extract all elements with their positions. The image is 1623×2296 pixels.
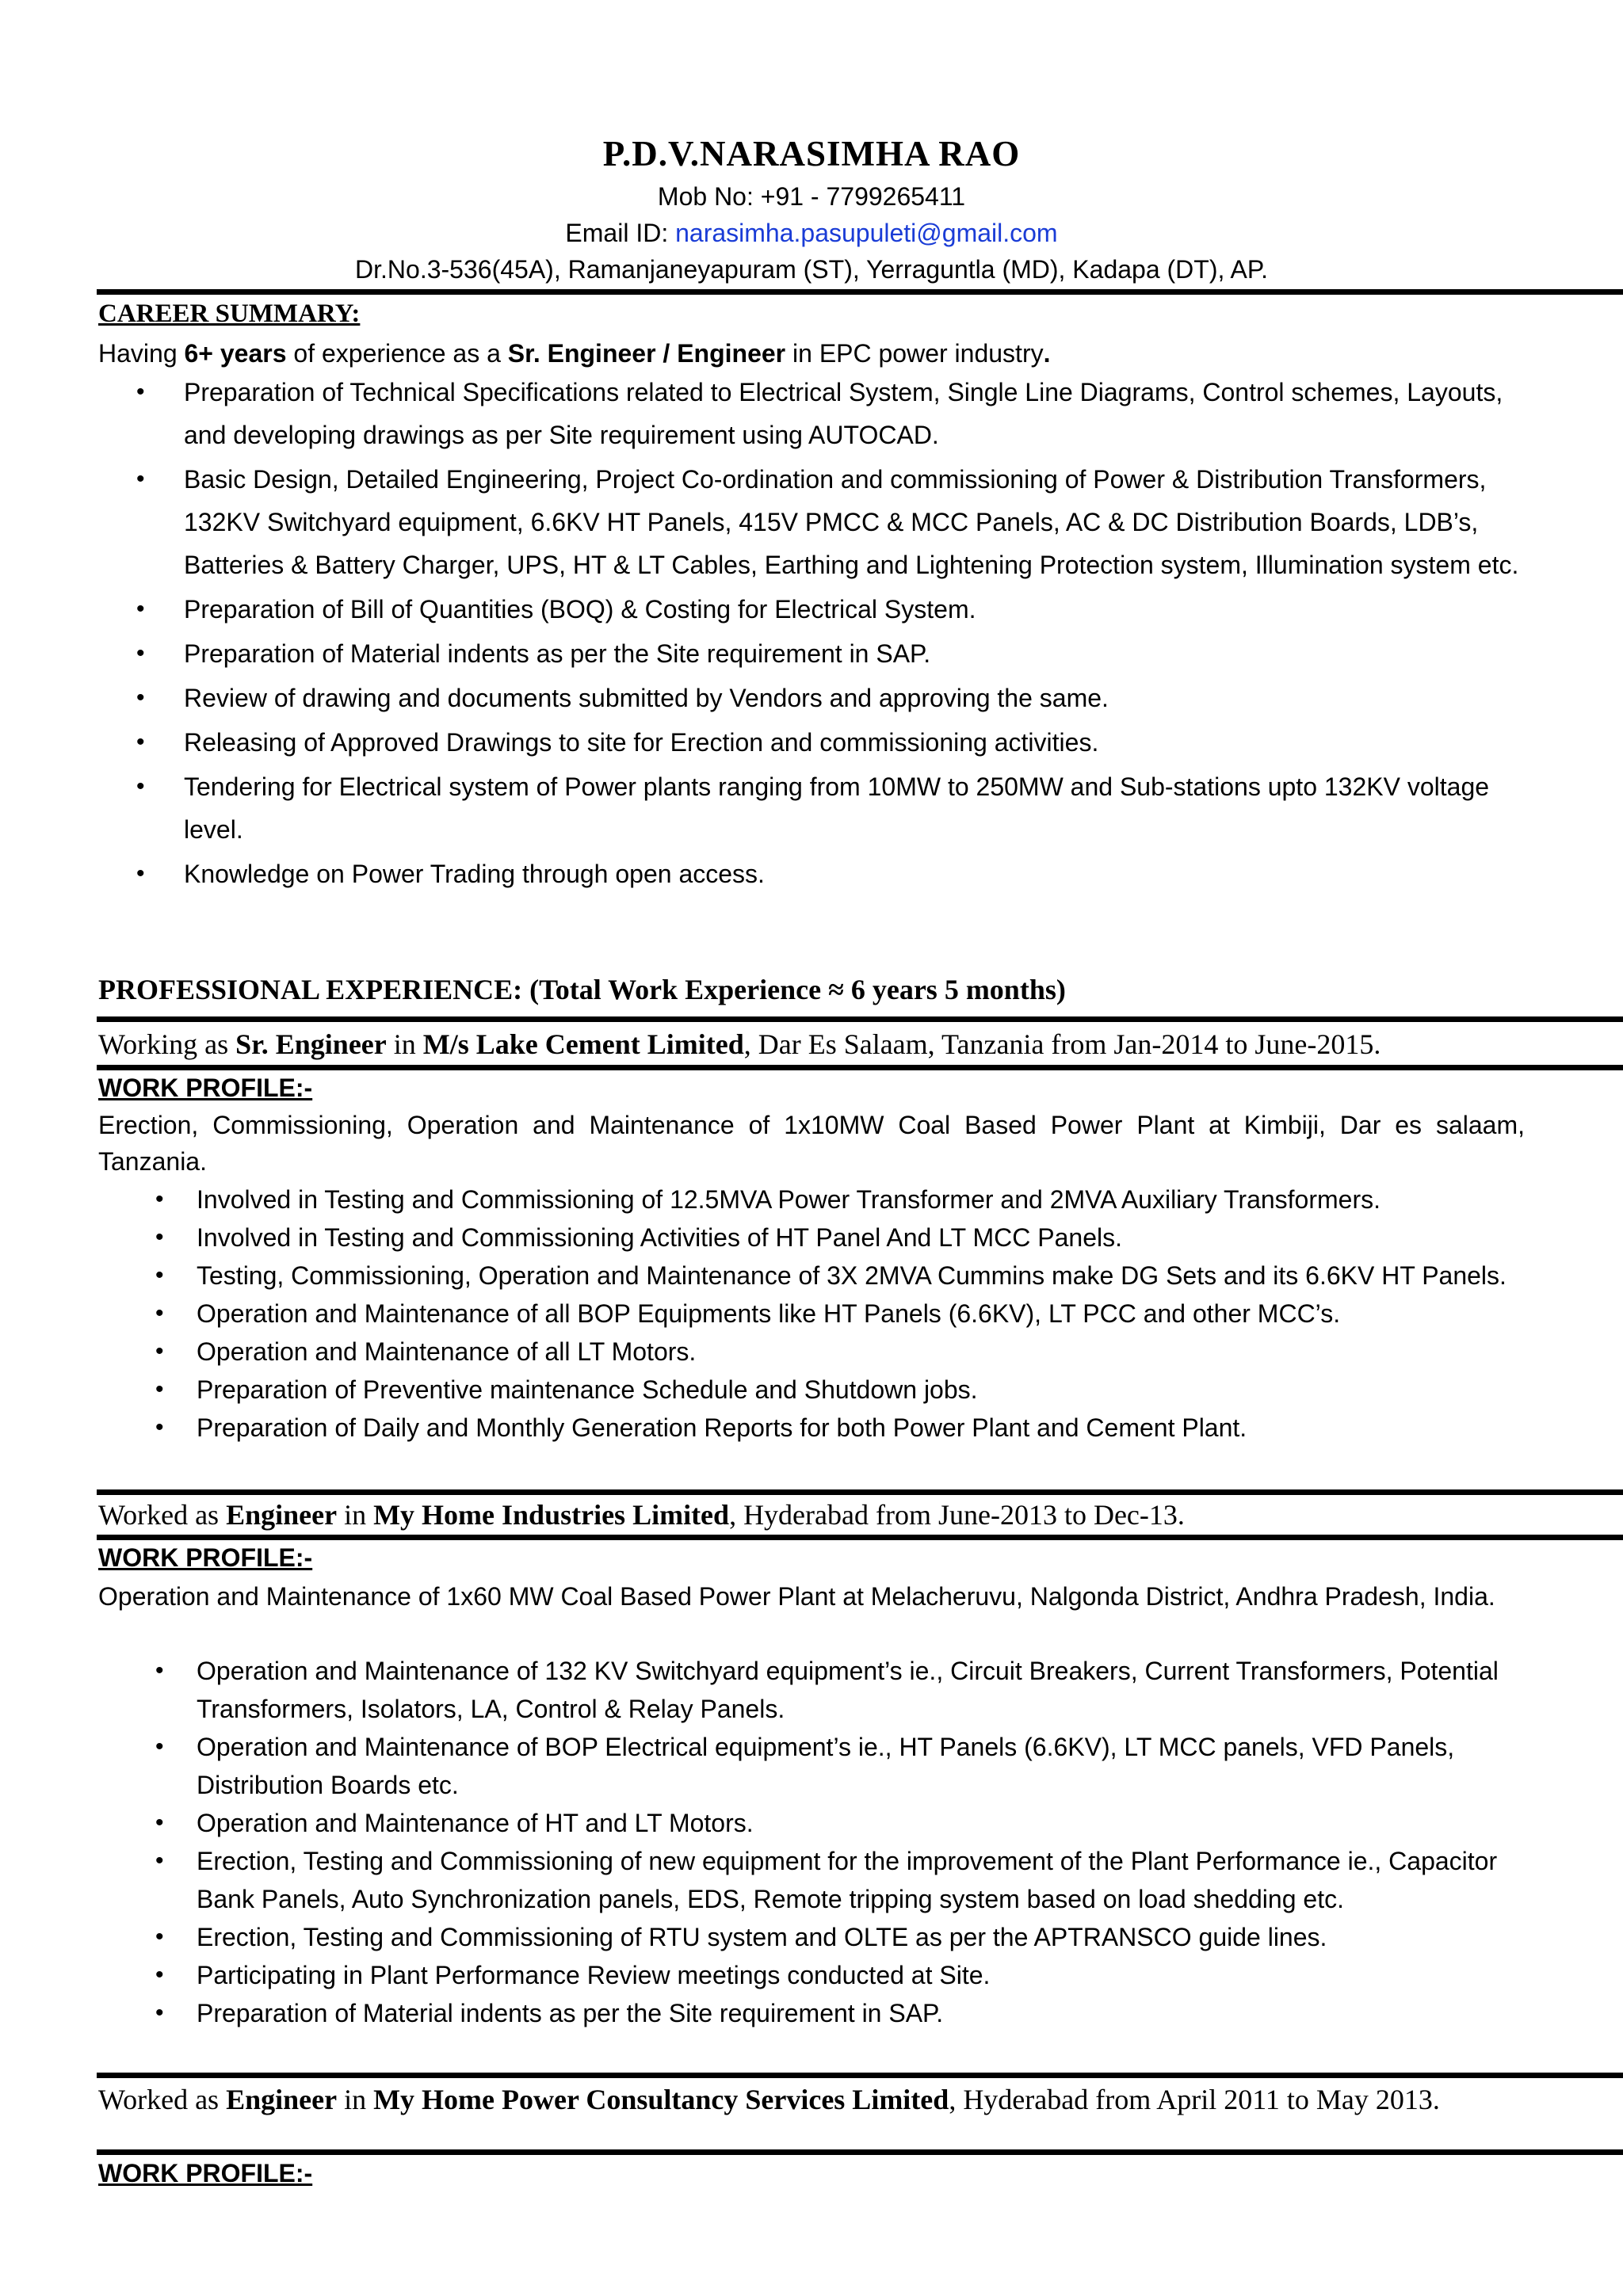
job-text: Working as [98,1028,236,1060]
divider [97,289,1623,295]
bullet-icon: • [155,1657,164,1684]
list-item-text: Erection, Testing and Commissioning of new equipment for the improvement of the Plant Performance ie., Capacitor Bank Panels, Auto Synchronization panels, EDS, Remote tripping system based on load shedding etc. [197,1847,1498,1913]
bullet-icon: • [155,2000,164,2026]
bullet-icon: • [136,640,145,666]
list-item [155,1180,1525,1219]
list-item [155,1219,1525,1257]
email-label: Email ID: [565,219,676,247]
divider [97,2073,1623,2078]
work-profile-list [155,1652,1528,2032]
job-text: , Hyderabad from June-2013 to Dec-13. [729,1499,1185,1531]
list-item-text: Preparation of Preventive maintenance Schedule and Shutdown jobs. [197,1375,978,1404]
list-item [155,1333,1525,1371]
job-title-line [98,1497,1525,1532]
list-item [155,1994,1528,2032]
job-company: M/s Lake Cement Limited [422,1028,744,1060]
list-item [136,677,1525,719]
list-item-text: Participating in Plant Performance Review meetings conducted at Site. [197,1961,991,1989]
job-text: in [386,1028,423,1060]
bullet-icon: • [155,1414,164,1440]
job-description: Erection, Commissioning, Operation and Maintenance of 1x10MW Coal Based Power Plant at Kimbiji, Dar es salaam, Tanzania. [98,1111,1525,1176]
bullet-icon: • [136,860,145,887]
list-item [136,721,1525,764]
list-item-text: Preparation of Technical Specifications related to Electrical System, Single Line Diagrams, Control schemes, Layouts, and developing drawings as per Site requirement using AUTOCAD. [184,378,1503,449]
list-item [136,588,1525,631]
work-profile-label: WORK PROFILE:- [98,1074,313,1102]
list-item [155,1918,1528,1956]
job-text: , Dar Es Salaam, Tanzania from Jan-2014 to June-2015. [743,1028,1381,1060]
list-item-text: Knowledge on Power Trading through open access. [184,860,765,888]
list-item [155,1409,1525,1447]
divider [97,1535,1623,1540]
divider [97,2149,1623,2155]
list-item-text: Preparation of Daily and Monthly Generation Reports for both Power Plant and Cement Plant. [197,1413,1247,1442]
bullet-icon: • [155,1810,164,1836]
job-text: Worked as [98,2084,227,2115]
bullet-icon: • [136,773,145,799]
list-item [155,1842,1528,1918]
divider [97,1016,1623,1022]
bullet-icon: • [155,1376,164,1402]
intro-text: Having [98,339,185,368]
email-link[interactable]: narasimha.pasupuleti@gmail.com [675,219,1058,247]
bullet-icon: • [155,1338,164,1364]
work-profile-label: WORK PROFILE:- [98,1543,313,1572]
list-item-text: Preparation of Bill of Quantities (BOQ) & Costing for Electrical System. [184,595,976,624]
job-description: Operation and Maintenance of 1x60 MW Coal Based Power Plant at Melacheruvu, Nalgonda District, Andhra Pradesh, India. [98,1582,1495,1611]
career-summary-heading: CAREER SUMMARY: [98,299,361,328]
job-role: Sr. Engineer [235,1028,387,1060]
list-item-text: Releasing of Approved Drawings to site for Erection and commissioning activities. [184,728,1099,757]
bullet-icon: • [155,1733,164,1760]
list-item [136,371,1525,456]
list-item-text: Operation and Maintenance of all LT Motors. [197,1337,697,1366]
bullet-icon: • [136,379,145,405]
job-text: in [337,1499,374,1531]
list-item-text: Basic Design, Detailed Engineering, Project Co-ordination and commissioning of Power & Distribution Transformers, 132KV Switchyard equipment, 6.6KV HT Panels, 415V PMCC & MCC Panels, AC & DC Distribution Boards, LDB’s, Batteries & Battery Charger, UPS, HT & LT Cables, Earthing and Lightening Protection system, Illumination system etc. [184,465,1519,579]
list-item-text: Tendering for Electrical system of Power plants ranging from 10MW to 250MW and Sub-stations upto 132KV voltage level. [184,772,1490,844]
job-title-line [98,1027,1525,1062]
email-line [0,219,1623,248]
divider [97,1489,1623,1495]
intro-dot: . [1043,339,1051,368]
list-item [136,765,1525,851]
list-item [155,1652,1528,1728]
bullet-icon: • [136,729,145,755]
list-item-text: Involved in Testing and Commissioning Activities of HT Panel And LT MCC Panels. [197,1223,1122,1252]
job-text: , Hyderabad from April 2011 to May 2013. [949,2084,1440,2115]
list-item-text: Erection, Testing and Commissioning of RTU system and OLTE as per the APTRANSCO guide lines. [197,1923,1327,1951]
work-profile-label: WORK PROFILE:- [98,2159,313,2187]
list-item-text: Involved in Testing and Commissioning of 12.5MVA Power Transformer and 2MVA Auxiliary Transformers. [197,1185,1381,1214]
bullet-icon: • [155,1962,164,1988]
list-item-text: Testing, Commissioning, Operation and Maintenance of 3X 2MVA Cummins make DG Sets and its 6.6KV HT Panels. [197,1261,1507,1290]
bullet-icon: • [155,1224,164,1250]
list-item-text: Operation and Maintenance of 132 KV Switchyard equipment’s ie., Circuit Breakers, Current Transformers, Potential Transformers, Isolators, LA, Control & Relay Panels. [197,1657,1499,1723]
job-text: in [337,2084,374,2115]
list-item-text: Preparation of Material indents as per the Site requirement in SAP. [184,639,931,668]
professional-experience-heading: PROFESSIONAL EXPERIENCE: (Total Work Experience ≈ 6 years 5 months) [98,974,1066,1005]
list-item [136,458,1525,586]
intro-role: Sr. Engineer / Engineer [507,339,786,368]
career-summary-list [136,371,1525,897]
job-role: Engineer [226,2084,338,2115]
list-item [136,852,1525,895]
candidate-name: P.D.V.NARASIMHA RAO [602,134,1021,174]
job-company: My Home Power Consultancy Services Limited [373,2084,949,2115]
bullet-icon: • [155,1924,164,1950]
divider [97,1065,1623,1070]
job-company: My Home Industries Limited [373,1499,730,1531]
work-profile-list [155,1180,1525,1447]
mobile-number: Mob No: +91 - 7799265411 [657,182,966,211]
intro-text: of experience as a [286,339,508,368]
job-text: Worked as [98,1499,227,1531]
bullet-icon: • [155,1300,164,1326]
job-role: Engineer [226,1499,338,1531]
intro-text: in EPC power industry [785,339,1044,368]
list-item [155,1371,1525,1409]
intro-years: 6+ years [184,339,287,368]
address: Dr.No.3-536(45A), Ramanjaneyapuram (ST), Yerraguntla (MD), Kadapa (DT), AP. [355,255,1268,284]
list-item [136,632,1525,675]
bullet-icon: • [155,1262,164,1288]
list-item-text: Operation and Maintenance of all BOP Equipments like HT Panels (6.6KV), LT PCC and other MCC’s. [197,1299,1341,1328]
list-item [155,1728,1528,1804]
job-title-line [98,2082,1525,2117]
list-item-text: Preparation of Material indents as per the Site requirement in SAP. [197,1999,944,2027]
list-item [155,1956,1528,1994]
bullet-icon: • [155,1186,164,1212]
list-item [155,1257,1525,1295]
bullet-icon: • [136,466,145,492]
bullet-icon: • [136,596,145,622]
list-item-text: Operation and Maintenance of BOP Electrical equipment’s ie., HT Panels (6.6KV), LT MCC panels, VFD Panels, Distribution Boards etc. [197,1733,1455,1799]
bullet-icon: • [155,1848,164,1874]
list-item-text: Operation and Maintenance of HT and LT Motors. [197,1809,754,1837]
bullet-icon: • [136,685,145,711]
list-item-text: Review of drawing and documents submitted by Vendors and approving the same. [184,684,1109,712]
list-item [155,1295,1525,1333]
list-item [155,1804,1528,1842]
career-summary-intro [98,335,1050,372]
